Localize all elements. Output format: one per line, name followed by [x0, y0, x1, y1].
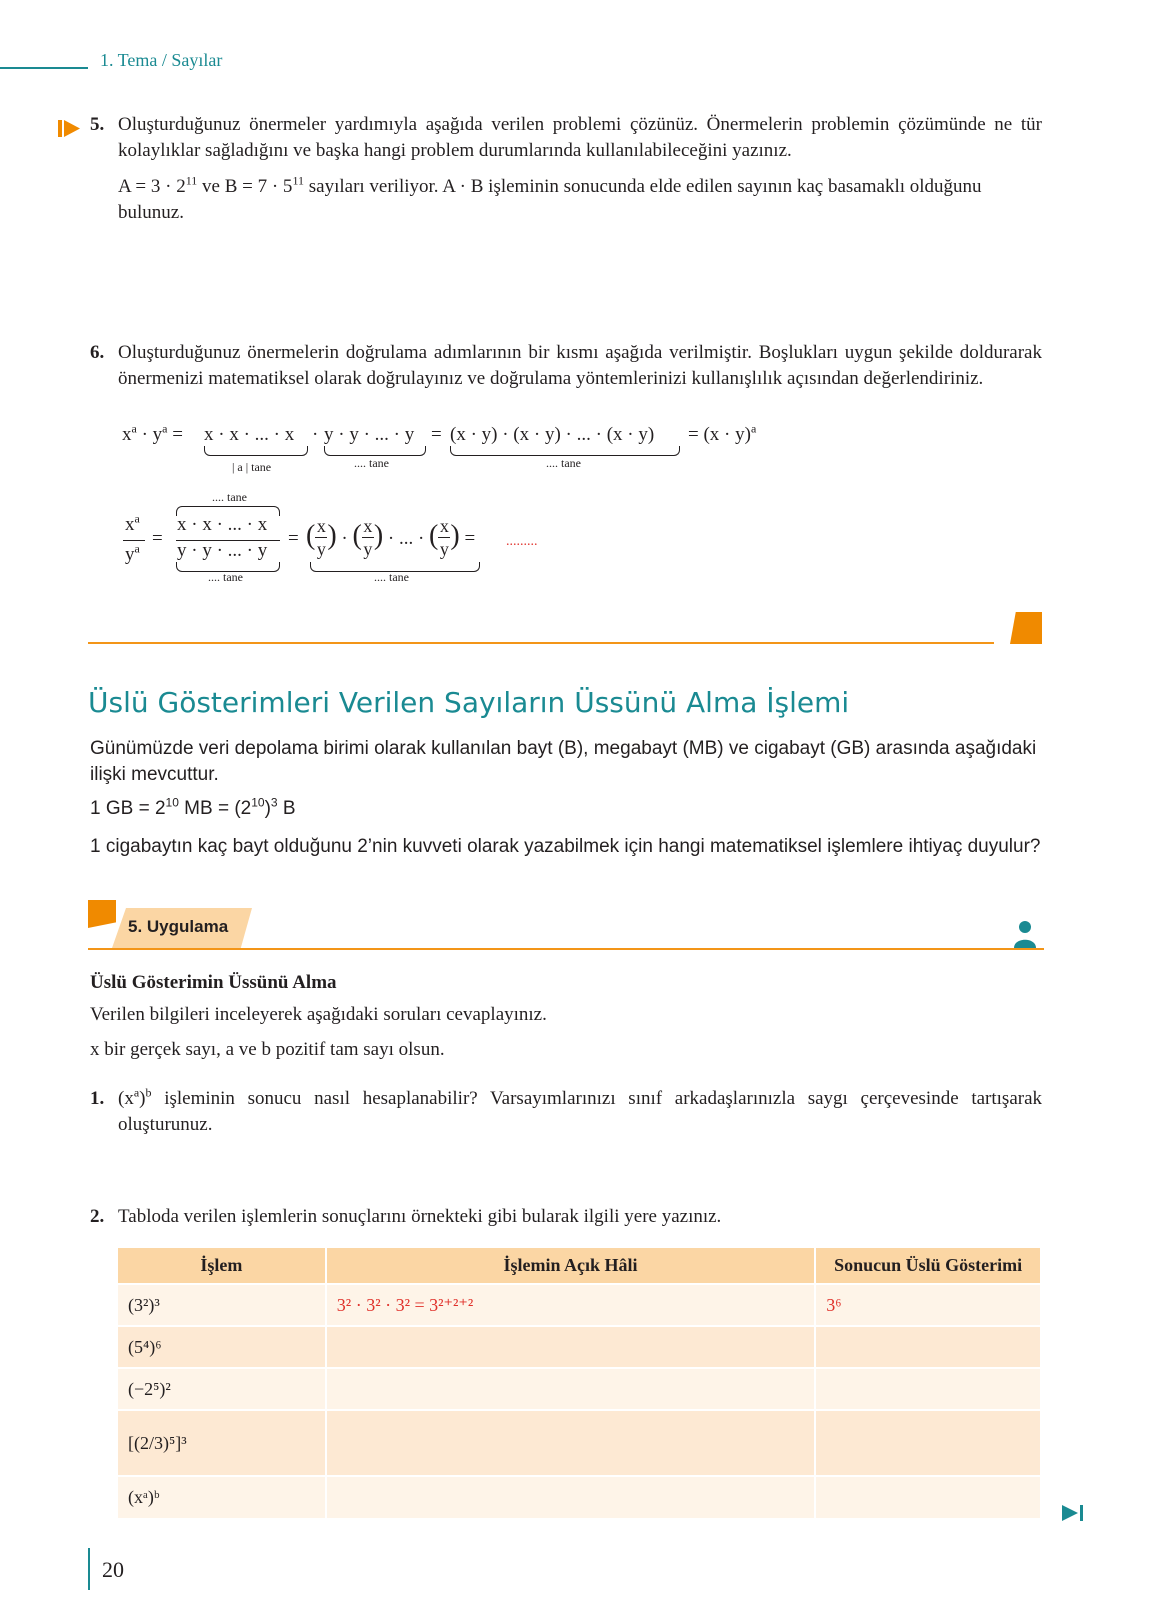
row-open[interactable]	[326, 1476, 815, 1518]
brace-pairs	[450, 446, 680, 456]
eq2-blank: .........	[506, 534, 538, 549]
item2-text: Tabloda verilen işlemlerin sonuçlarını örnekteki gibi bularak ilgili yere yazınız.	[118, 1206, 722, 1227]
table-row	[118, 1284, 1041, 1326]
brace2-label: .... tane	[354, 456, 389, 470]
uygulama-instruction: Verilen bilgileri inceleyerek aşağıdaki soruları cevaplayınız.	[90, 1004, 547, 1025]
table-header-row	[118, 1248, 1041, 1284]
uygulama-corner-mark	[88, 900, 116, 928]
breadcrumb: 1. Tema / Sayılar	[100, 50, 223, 70]
eq2-frac-label: .... tane	[374, 570, 409, 584]
q5-text: Oluşturduğunuz önermeler yardımıyla aşağıda verilen problemi çözünüz. Önermelerin problemin çözümünde ne tür kolaylıklar sağladığını ve başka hangi problem durumlarında kullanılabileceğini yazınız.	[118, 114, 1042, 161]
row-open[interactable]	[326, 1410, 815, 1476]
eq2-lhs-den: $y^a$	[125, 541, 140, 565]
item2-number: 2.	[90, 1206, 105, 1227]
eq1-xs: x · x · ... · x	[204, 424, 295, 445]
eq1-result-text: = (x · y)	[688, 424, 751, 445]
q5-exp-b: 11	[292, 173, 304, 188]
person-icon	[1013, 920, 1037, 948]
section-question: 1 cigabaytın kaç bayt olduğunu 2’nin kuvveti olarak yazabilmek için hangi matematiksel işlemlere ihtiyaç duyulur?	[90, 836, 1041, 857]
brace-y	[324, 446, 426, 456]
q5-problem-rest: sayıları veriliyor. A · B işleminin sonucunda elde edilen sayının kaç basamaklı olduğunu bulunuz.	[118, 176, 982, 223]
row-op: [(2/3)⁵]³	[118, 1410, 326, 1476]
eq2-bottom-label: .... tane	[208, 570, 243, 584]
q6-text: Oluşturduğunuz önermelerin doğrulama adımlarının bir kısmı aşağıda verilmiştir. Boşlukları uygun şekilde doldurarak önermenizi matematiksel olarak doğrulayınız ve doğrulama yöntemlerinizi kullanışlılık açısından değerlendiriniz.	[118, 342, 1042, 389]
q5-exp-a: 11	[185, 173, 198, 188]
q5-problem-a: A = 3 · 2	[118, 176, 186, 197]
item1-text	[118, 1086, 1042, 1138]
formula-b: MB = (2	[178, 798, 252, 819]
end-arrow-icon	[1062, 1505, 1084, 1521]
eq2-top-label: .... tane	[212, 490, 247, 504]
play-arrow-icon	[58, 120, 80, 137]
eq1-ys: y · y · ... · y	[324, 424, 415, 445]
eq2-eq2: =	[288, 528, 299, 549]
row-result[interactable]	[815, 1326, 1041, 1368]
brace3-label: .... tane	[546, 456, 581, 470]
q5-number: 5.	[90, 114, 105, 135]
formula-exp3: 3	[270, 795, 278, 810]
row-op: (3²)³	[118, 1284, 326, 1326]
eq1-lhs: $x^a \cdot y^a$ =	[122, 421, 183, 445]
table-row	[118, 1326, 1041, 1368]
eq2-fracs: (x y) · (x y) · ... · (x y) =	[306, 516, 476, 560]
row-result[interactable]	[815, 1476, 1041, 1518]
brace-x	[204, 446, 308, 456]
q5-problem-mid: ve B = 7 · 5	[197, 176, 293, 197]
eq2-den: y · y · ... · y	[177, 540, 268, 561]
page-number-rule	[88, 1548, 90, 1590]
eq1-result: = $(x \cdot y)^a$	[688, 421, 757, 445]
section-rule	[88, 642, 994, 644]
item1-expression: $(x^a)^b$	[118, 1085, 152, 1109]
uygulama-rule	[88, 948, 1044, 950]
row-result[interactable]	[815, 1368, 1041, 1410]
col-islem: İşlem	[118, 1248, 326, 1284]
page-number: 20	[102, 1557, 124, 1582]
eq1-dot: ·	[312, 424, 319, 445]
row-result: 3⁶	[815, 1284, 1041, 1326]
formula-exp10b: 10	[251, 795, 265, 810]
section-title: Üslü Gösterimleri Verilen Sayıların Üssünü Alma İşlemi	[88, 686, 850, 719]
eq2-num: x · x · ... · x	[177, 514, 268, 535]
col-uslu-gosterim: Sonucun Üslü Gösterimi	[815, 1248, 1041, 1284]
section-formula: 1 GB = $2^{10}$ MB = $(2^{10})^3$ B	[90, 795, 296, 819]
table-row	[118, 1476, 1041, 1518]
uygulama-label: 5. Uygulama	[128, 917, 229, 936]
table-row	[118, 1410, 1041, 1476]
section-corner-mark	[1010, 612, 1042, 644]
col-acik-hali: İşlemin Açık Hâli	[326, 1248, 815, 1284]
row-op: (5⁴)⁶	[118, 1326, 326, 1368]
brace1-label: | a | tane	[232, 460, 272, 474]
item1-number: 1.	[90, 1088, 105, 1109]
row-open[interactable]	[326, 1368, 815, 1410]
row-open: 3² · 3² · 3² = 3²⁺²⁺²	[326, 1284, 815, 1326]
header-rule	[0, 67, 88, 69]
formula-exp10a: 10	[165, 795, 179, 810]
section-intro: Günümüzde veri depolama birimi olarak kullanılan bayt (B), megabayt (MB) ve cigabayt (GB) arasında aşağıdaki ilişki mevcuttur.	[90, 738, 1037, 785]
item1-body: işleminin sonucu nasıl hesaplanabilir? Varsayımlarınızı sınıf arkadaşlarınızla saygı çerçevesinde tartışarak oluşturunuz.	[118, 1088, 1043, 1135]
uygulama-subtitle: Üslü Gösterimin Üssünü Alma	[90, 972, 337, 993]
q6-number: 6.	[90, 342, 105, 363]
row-op: (xᵃ)ᵇ	[118, 1476, 326, 1518]
row-op: (−2⁵)²	[118, 1368, 326, 1410]
row-open[interactable]	[326, 1326, 815, 1368]
row-result[interactable]	[815, 1410, 1041, 1476]
eq2-eq1: =	[152, 528, 163, 549]
operations-table	[118, 1248, 1042, 1518]
eq2-lhs-num: $x^a$	[125, 511, 140, 535]
table-row	[118, 1368, 1041, 1410]
q5-problem	[118, 174, 1042, 226]
uygulama-assumption: x bir gerçek sayı, a ve b pozitif tam sayı olsun.	[90, 1039, 445, 1060]
eq1-eq: =	[431, 424, 442, 445]
formula-a: 1 GB = 2	[90, 798, 166, 819]
eq1-pairs: (x · y) · (x · y) · ... · (x · y)	[450, 424, 655, 445]
